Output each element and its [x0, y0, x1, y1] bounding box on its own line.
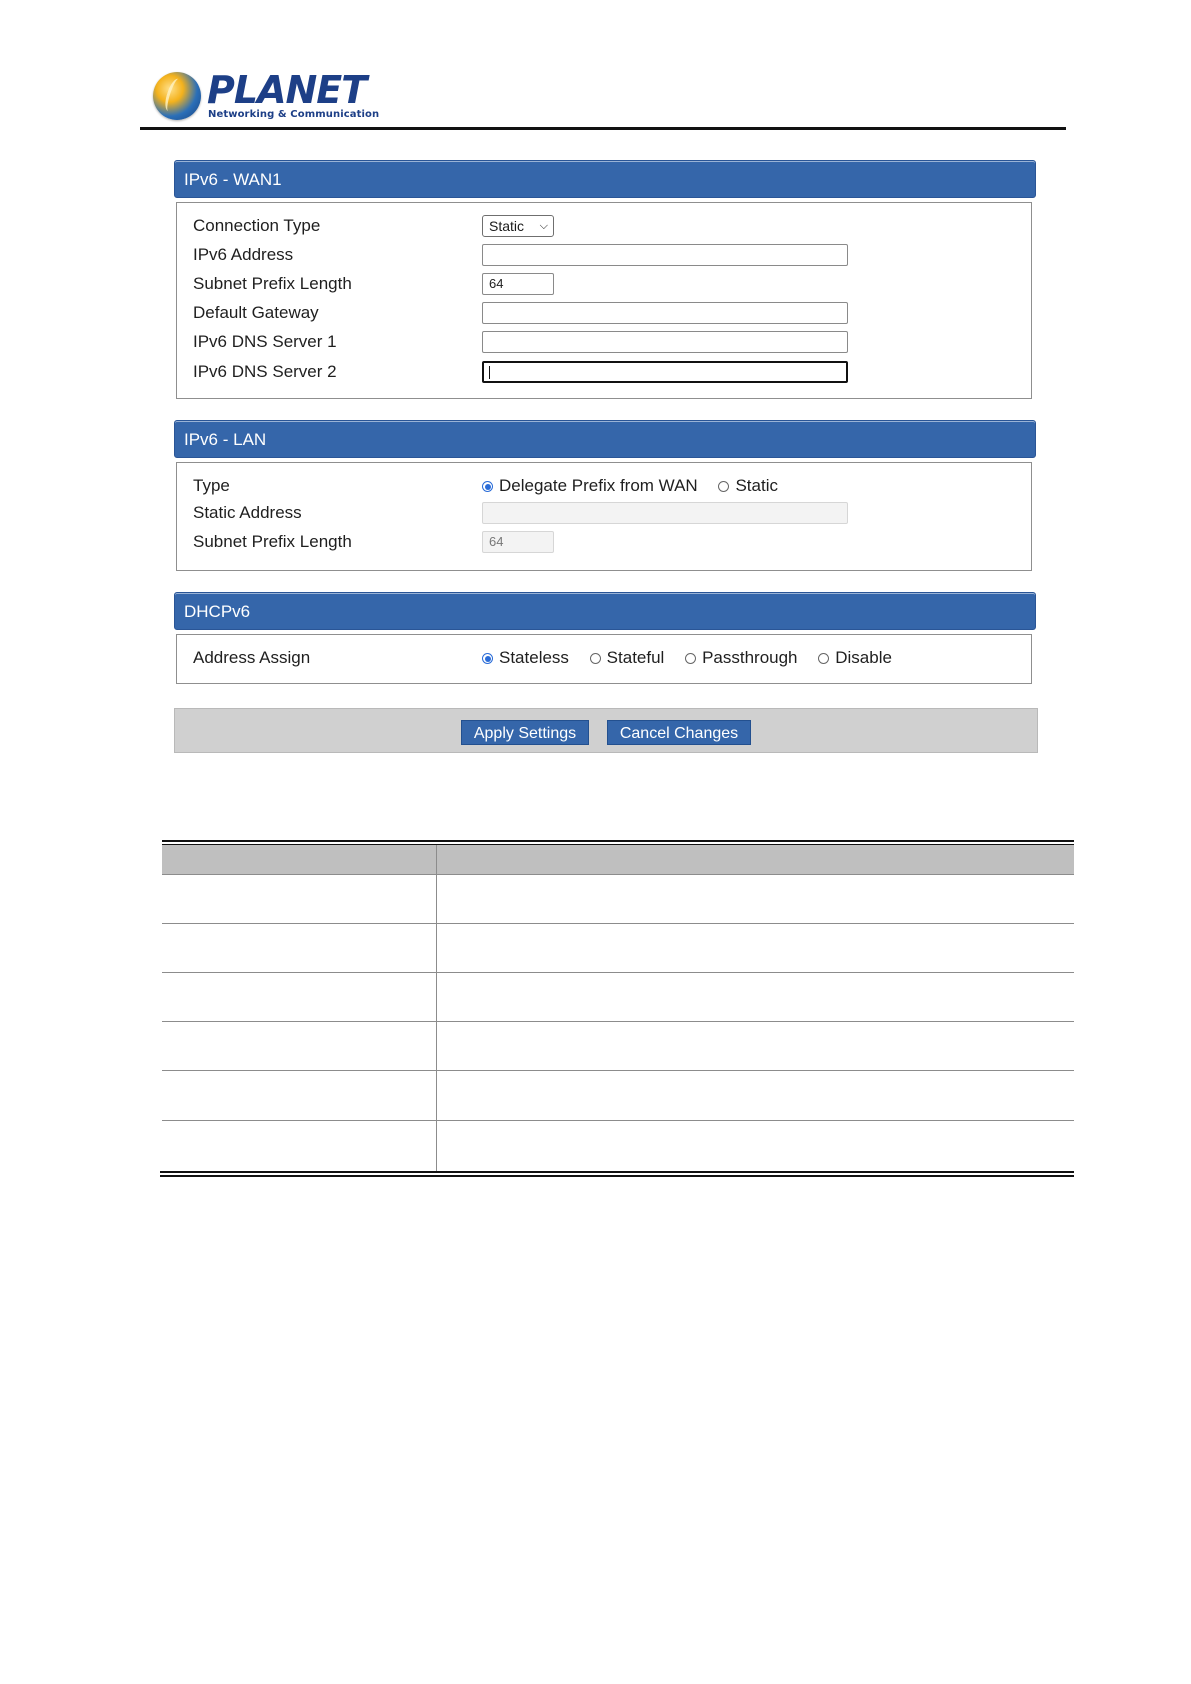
radio-unselected-icon[interactable]	[590, 653, 601, 664]
radio-unselected-icon[interactable]	[718, 481, 729, 492]
address-assign-row	[177, 646, 1031, 670]
wan-panel	[174, 160, 1036, 381]
wan-subnet-prefix-input[interactable]: 64	[482, 273, 554, 295]
assign-option-label: Stateless	[499, 648, 569, 667]
connection-type-value: Static	[489, 218, 525, 234]
lan-type-radio-group	[476, 474, 788, 498]
assign-option-label: Stateful	[606, 648, 665, 667]
radio-unselected-icon[interactable]	[818, 653, 829, 664]
dhcp-panel	[174, 592, 1036, 667]
radio-unselected-icon[interactable]	[685, 653, 696, 664]
lan-type-row	[177, 474, 1031, 498]
assign-option-passthrough[interactable]	[679, 646, 797, 670]
wan-panel-body	[176, 202, 1032, 399]
lan-type-option-label: Delegate Prefix from WAN	[499, 476, 698, 495]
dns2-input[interactable]	[482, 361, 848, 383]
lan-subnet-prefix-row	[177, 530, 1031, 554]
ipv6-address-input[interactable]	[482, 244, 848, 266]
dns1-label: IPv6 DNS Server 1	[193, 332, 337, 351]
ipv6-address-label: IPv6 Address	[193, 245, 294, 264]
static-address-row	[177, 501, 1031, 525]
radio-selected-icon[interactable]	[482, 481, 493, 492]
assign-option-stateless[interactable]	[476, 646, 569, 670]
connection-type-select[interactable]	[482, 215, 554, 237]
globe-icon	[153, 72, 201, 120]
brand-tagline: Networking & Communication	[208, 109, 380, 120]
table-bottom-rule-inner	[160, 1175, 1074, 1177]
static-address-label: Static Address	[193, 503, 302, 522]
dhcp-panel-title: DHCPv6	[174, 592, 1036, 630]
dhcp-panel-body	[176, 634, 1032, 684]
address-assign-radio-group	[476, 646, 902, 670]
table-row	[162, 1120, 1074, 1169]
connection-type-label: Connection Type	[193, 216, 321, 235]
connection-type-row	[177, 214, 1031, 238]
chevron-down-icon: ⌵	[539, 220, 548, 232]
dns2-label: IPv6 DNS Server 2	[193, 362, 337, 381]
lan-type-option-delegate[interactable]	[476, 474, 698, 498]
cancel-changes-button[interactable]: Cancel Changes	[607, 720, 751, 745]
lan-type-label: Type	[193, 476, 230, 495]
lan-panel-title: IPv6 - LAN	[174, 420, 1036, 458]
wan-subnet-prefix-label: Subnet Prefix Length	[193, 274, 352, 293]
lan-subnet-prefix-label: Subnet Prefix Length	[193, 532, 352, 551]
lan-panel	[174, 420, 1036, 551]
table-top-rule	[162, 840, 1074, 842]
lan-type-option-label: Static	[735, 476, 778, 495]
static-address-input	[482, 502, 848, 524]
wan-subnet-prefix-row	[177, 272, 1031, 296]
wan-panel-title: IPv6 - WAN1	[174, 160, 1036, 198]
assign-option-label: Passthrough	[702, 648, 798, 667]
dns1-input[interactable]	[482, 331, 848, 353]
default-gateway-label: Default Gateway	[193, 303, 319, 322]
lan-subnet-prefix-input: 64	[482, 531, 554, 553]
table-row	[162, 972, 1074, 1021]
table-row	[162, 1021, 1074, 1070]
radio-selected-icon[interactable]	[482, 653, 493, 664]
planet-logo	[153, 68, 380, 124]
assign-option-disable[interactable]	[812, 646, 892, 670]
table-row	[162, 874, 1074, 923]
assign-option-label: Disable	[835, 648, 892, 667]
dns1-row	[177, 330, 1031, 354]
action-bar	[174, 708, 1038, 753]
table-row	[162, 1070, 1074, 1119]
brand-name: PLANET	[207, 68, 367, 112]
lan-panel-body	[176, 462, 1032, 571]
apply-settings-button[interactable]: Apply Settings	[461, 720, 589, 745]
default-gateway-input[interactable]	[482, 302, 848, 324]
dns2-row	[177, 360, 1031, 384]
table-header	[162, 845, 1074, 874]
default-gateway-row	[177, 301, 1031, 325]
ipv6-address-row	[177, 243, 1031, 267]
assign-option-stateful[interactable]	[584, 646, 665, 670]
header-divider	[140, 127, 1066, 130]
table-row	[162, 923, 1074, 972]
table-column-divider	[436, 845, 437, 1171]
table-bottom-rule	[160, 1171, 1074, 1173]
address-assign-label: Address Assign	[193, 648, 311, 667]
lan-type-option-static[interactable]	[712, 474, 778, 498]
text-caret	[489, 366, 490, 379]
